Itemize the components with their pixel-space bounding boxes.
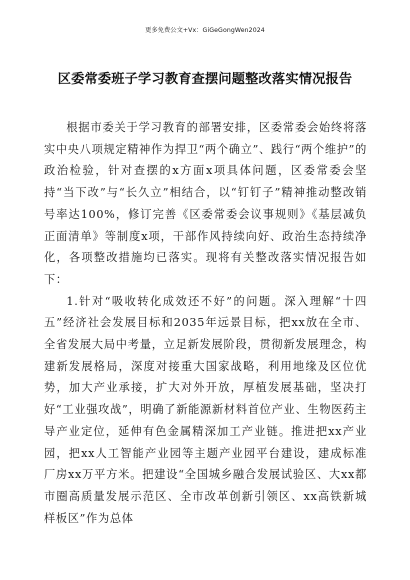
document-body	[44, 117, 367, 529]
paragraph-intro: 根据市委关于学习教育的部署安排，区委常委会始终将落实中央八项规定精神作为捍卫“两个确立”、践行“两个维护”的政治检验，针对查摆的x方面x项具体问题，区委常委会坚持“当下改”与“长久立”相结合，以“钉钉子”精神推动整改销号率达100%，修订完善《区委常委会议事规则》《基层减负正面清单》等制度x项，干部作风持续向好、政治生态持续净化，各项整改措施均已落实。现将有关整改落实情况报告如下：	[44, 121, 367, 286]
document-title: 区委常委班子学习教育查摆问题整改落实情况报告	[57, 72, 353, 87]
header-notice: 更多免费公文+Vx：GiGeGongWen2024	[145, 27, 265, 34]
paragraph-item-1: 1.针对“吸收转化成效还不好”的问题。深入理解“十四五”经济社会发展目标和2035年远景目标，把xx放在全市、全省发展大局中考量，立足新发展阶段，贯彻新发展理念，构建新发展格局，深度对接重大国家战略，利用地缘及区位优势，加大产业承接，扩大对外开放，厚植发展基础，坚决打好“工业强攻战”，明确了新能源新材料首位产业、生物医药主导产业定位，延伸有色金属精深加工产业链。推进把xx产业园，把xx人工智能产业园等主题产业园平台建设，建成标准厂房xx万平方米。把建设“全国城乡融合发展试验区、大xx都市圈高质量发展示范区、全市改革创新引领区、xx高铁新城样板区”作为总体	[44, 294, 367, 525]
